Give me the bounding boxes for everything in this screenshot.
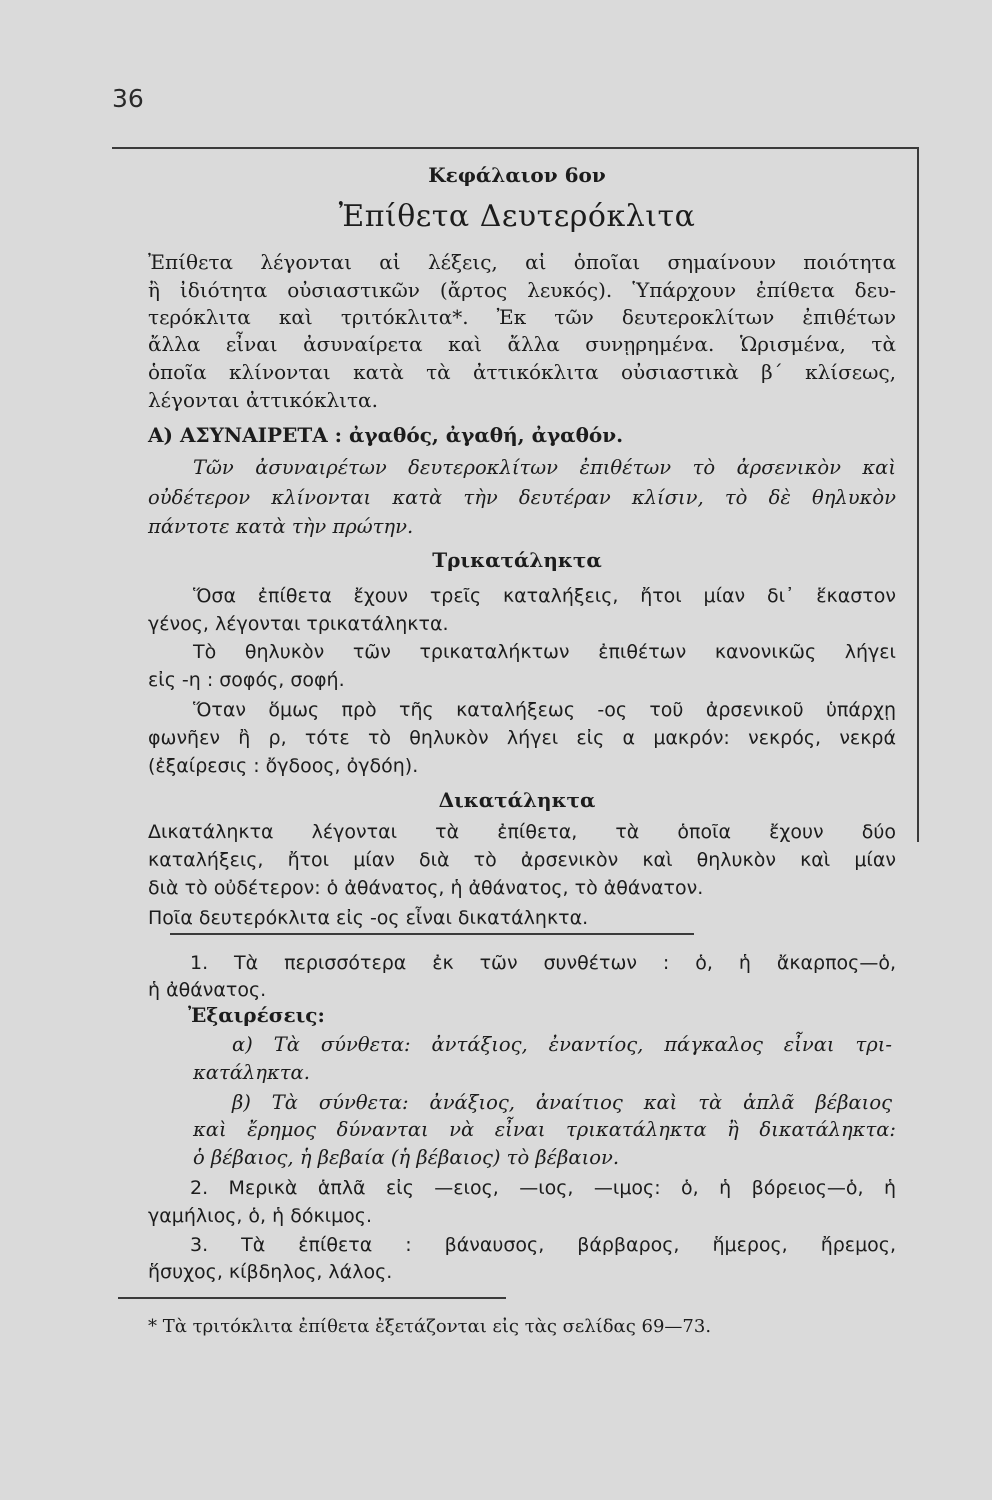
chapter-label: Κεφάλαιον 6ον xyxy=(428,163,606,187)
exception-b: β) Τὰ σύνθετα: ἀνάξιος, ἀναίτιος καὶ τὰ ἁπλᾶ βέβαιος xyxy=(232,1091,892,1114)
question-line: Ποῖα δευτερόκλιτα εἰς -ος εἶναι δικατάληκτα. xyxy=(148,907,589,929)
text-line: γένος, λέγονται τρικατάληκτα. xyxy=(148,613,449,635)
box-right-rule xyxy=(917,147,919,842)
box-bottom-rule xyxy=(170,933,694,935)
intro-line: ἢ ἰδιότητα οὐσιαστικῶν (ἄρτος λευκός). Ὑπάρχουν ἐπίθετα δευ- xyxy=(148,278,896,302)
chapter-title: Ἐπίθετα Δευτερόκλιτα xyxy=(338,199,696,234)
intro-line: ὁποῖα κλίνονται κατὰ τὰ ἀττικόκλιτα οὐσιαστικὰ β΄ κλίσεως, xyxy=(148,360,896,384)
subheading-dikatalikta: Δικατάληκτα xyxy=(438,788,596,812)
intro-line: ἄλλα εἶναι ἀσυναίρετα καὶ ἄλλα συνῃρημένα. Ὡρισμένα, τὰ xyxy=(148,332,896,356)
text-line: (ἐξαίρεσις : ὄγδοος, ὀγδόη). xyxy=(148,755,419,777)
text-line: φωνῆεν ἢ ρ, τότε τὸ θηλυκὸν λήγει εἰς α μακρόν: νεκρός, νεκρά xyxy=(148,727,896,749)
section-heading-asynaireta: Α) ΑΣΥΝΑΙΡΕΤΑ : ἀγαθός, ἀγαθή, ἀγαθόν. xyxy=(148,423,624,447)
subheading-trikatalikta: Τρικατάληκτα xyxy=(432,548,602,572)
list-item-1-cont: ἡ ἀθάνατος. xyxy=(148,979,267,1001)
text-line: Ὅσα ἐπίθετα ἔχουν τρεῖς καταλήξεις, ἤτοι μίαν δι᾽ ἕκαστον xyxy=(193,585,896,607)
page-number: 36 xyxy=(112,84,144,113)
rule-line: Τῶν ἀσυναιρέτων δευτεροκλίτων ἐπιθέτων τὸ ἀρσενικὸν καὶ xyxy=(193,456,896,479)
text-line: Τὸ θηλυκὸν τῶν τρικαταλήκτων ἐπιθέτων κανονικῶς λήγει xyxy=(193,641,896,663)
exception-b-cont: καὶ ἔρημος δύνανται νὰ εἶναι τρικατάληκτα ἢ δικατάληκτα: xyxy=(193,1118,896,1141)
intro-line: Ἐπίθετα λέγονται αἱ λέξεις, αἱ ὁποῖαι σημαίνουν ποιότητα xyxy=(148,250,896,274)
text-line: καταλήξεις, ἤτοι μίαν διὰ τὸ ἀρσενικὸν καὶ θηλυκὸν καὶ μίαν xyxy=(148,849,896,871)
exception-b-cont: ὁ βέβαιος, ἡ βεβαία (ἡ βέβαιος) τὸ βέβαιον. xyxy=(193,1146,620,1169)
list-item-1: 1. Τὰ περισσότερα ἐκ τῶν συνθέτων : ὁ, ἡ ἄκαρπος—ὁ, xyxy=(190,952,896,974)
text-line: Δικατάληκτα λέγονται τὰ ἐπίθετα, τὰ ὁποῖα ἔχουν δύο xyxy=(148,821,896,843)
list-item-2: 2. Μερικὰ ἁπλᾶ εἰς —ειος, —ιος, —ιμος: ὁ, ἡ βόρειος—ὁ, ἡ xyxy=(190,1177,896,1199)
intro-line: τερόκλιτα καὶ τριτόκλιτα*. Ἐκ τῶν δευτεροκλίτων ἐπιθέτων xyxy=(148,305,896,329)
rule-line: πάντοτε κατὰ τὴν πρώτην. xyxy=(148,515,414,538)
footnote-rule xyxy=(118,1297,506,1299)
exception-a: α) Τὰ σύνθετα: ἀντάξιος, ἐναντίος, πάγκαλος εἶναι τρι- xyxy=(232,1033,892,1056)
list-item-3-cont: ἥσυχος, κίβδηλος, λάλος. xyxy=(148,1261,393,1283)
exception-a-cont: κατάληκτα. xyxy=(193,1061,310,1084)
text-line: Ὅταν ὅμως πρὸ τῆς καταλήξεως -ος τοῦ ἀρσενικοῦ ὑπάρχῃ xyxy=(193,699,896,721)
exceptions-label: Ἐξαιρέσεις: xyxy=(188,1003,325,1027)
text-line: εἰς -η : σοφός, σοφή. xyxy=(148,669,345,691)
list-item-2-cont: γαμήλιος, ὁ, ἡ δόκιμος. xyxy=(148,1205,372,1227)
footnote: * Τὰ τριτόκλιτα ἐπίθετα ἐξετάζονται εἰς τὰς σελίδας 69—73. xyxy=(148,1316,712,1337)
box-top-rule xyxy=(112,147,918,149)
text-line: διὰ τὸ οὐδέτερον: ὁ ἀθάνατος, ἡ ἀθάνατος, τὸ ἀθάνατον. xyxy=(148,877,704,899)
rule-line: οὐδέτερον κλίνονται κατὰ τὴν δευτέραν κλίσιν, τὸ δὲ θηλυκὸν xyxy=(148,486,896,509)
intro-line: λέγονται ἀττικόκλιτα. xyxy=(148,388,378,412)
list-item-3: 3. Τὰ ἐπίθετα : βάναυσος, βάρβαρος, ἥμερος, ἤρεμος, xyxy=(190,1234,896,1256)
